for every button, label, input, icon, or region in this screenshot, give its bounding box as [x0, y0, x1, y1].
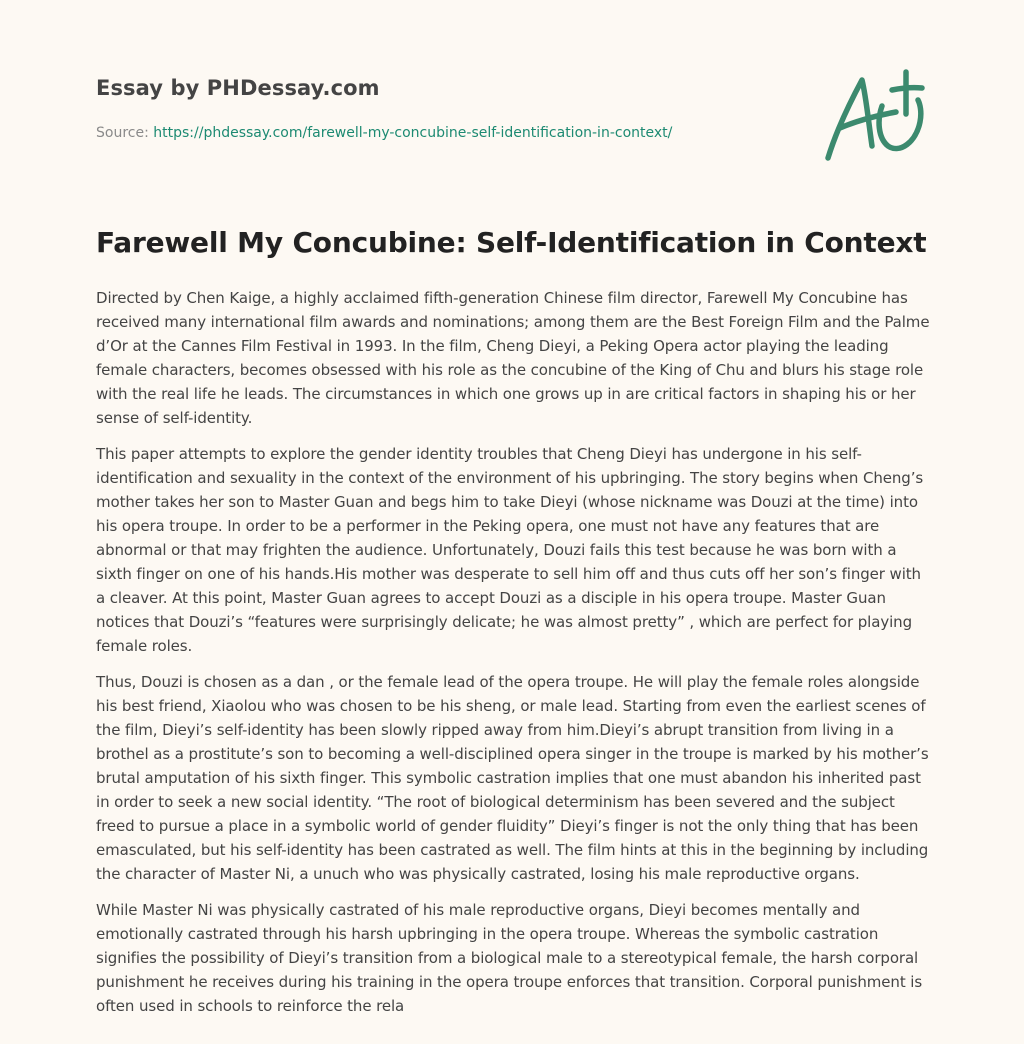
essay-page	[96, 0, 932, 1015]
essay-body	[96, 286, 932, 1030]
source-label: Source:	[96, 125, 149, 141]
a-plus-logo-icon	[822, 66, 926, 164]
brand-title: Essay by PHDessay.com	[96, 76, 380, 100]
essay-paragraph: Thus, Douzi is chosen as a dan , or the female lead of the opera troupe. He will play the female roles alongside his best friend, Xiaolou who was chosen to be his sheng, or male lead. Starting from even the earliest scenes of the film, Dieyi’s self-identity has been slowly ripped away from him.Dieyi’s abrupt transition from living in a brothel as a prostitute’s son to becoming a well-disciplined opera singer in the troupe is marked by his mother’s brutal amputation of his sixth finger. This symbolic castration implies that one must abandon his inherited past in order to seek a new social identity. “The root of biological determinism has been severed and the subject freed to pursue a place in a symbolic world of gender fluidity” Dieyi’s finger is not the only thing that has been emasculated, but his self-identity has been castrated as well. The film hints at this in the beginning by including the character of Master Ni, a unuch who was physically castrated, losing his male reproductive organs.	[96, 673, 929, 883]
source-line	[96, 125, 672, 141]
essay-paragraph: Directed by Chen Kaige, a highly acclaimed fifth-generation Chinese film director, Farewell My Concubine has received many international film awards and nominations; among them are the Best Foreign Film and the Palme d’Or at the Cannes Film Festival in 1993. In the film, Cheng Dieyi, a Peking Opera actor playing the leading female characters, becomes obsessed with his role as the concubine of the King of Chu and blurs his stage role with the real life he leads. The circumstances in which one grows up in are critical factors in shaping his or her sense of self-identity.	[96, 289, 930, 427]
source-link[interactable]: https://phdessay.com/farewell-my-concubine-self-identification-in-context/	[153, 125, 673, 141]
site-header	[96, 0, 932, 180]
essay-paragraph: While Master Ni was physically castrated of his male reproductive organs, Dieyi becomes mentally and emotionally castrated through his harsh upbringing in the opera troupe. Whereas the symbolic castration signifies the possibility of Dieyi’s transition from a biological male to a stereotypical female, the harsh corporal punishment he receives during his training in the opera troupe enforces that transition. Corporal punishment is often used in schools to reinforce the rela	[96, 901, 923, 1015]
essay-title: Farewell My Concubine: Self-Identification in Context	[96, 226, 927, 259]
essay-paragraph: This paper attempts to explore the gender identity troubles that Cheng Dieyi has undergone in his self-identification and sexuality in the context of the environment of his upbringing. The story begins when Cheng’s mother takes her son to Master Guan and begs him to take Dieyi (whose nickname was Douzi at the time) into his opera troupe. In order to be a performer in the Peking opera, one must not have any features that are abnormal or that may frighten the audience. Unfortunately, Douzi fails this test because he was born with a sixth finger on one of his hands.His mother was desperate to sell him off and thus cuts off her son’s finger with a cleaver. At this point, Master Guan agrees to accept Douzi as a disciple in his opera troupe. Master Guan notices that Douzi’s “features were surprisingly delicate; he was almost pretty” , which are perfect for playing female roles.	[96, 445, 924, 655]
